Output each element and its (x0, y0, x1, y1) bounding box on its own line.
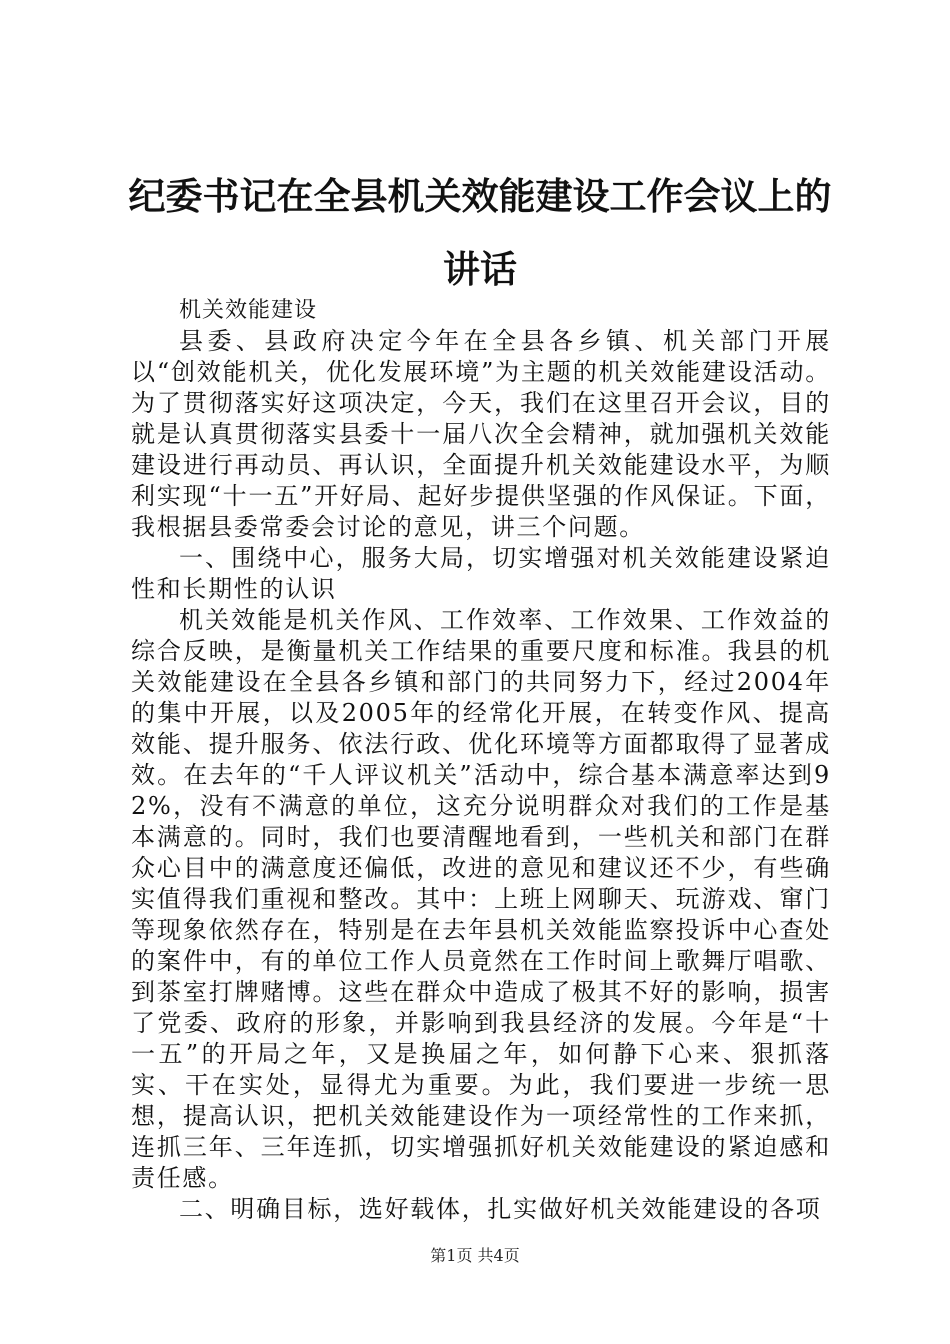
paragraph-section-one: 机关效能是机关作风、工作效率、工作效果、工作效益的综合反映，是衡量机关工作结果的重要尺度和标准。我县的机关效能建设在全县各乡镇和部门的共同努力下，经过2004年的集中开展，以及2005年的经常化开展，在转变作风、提高效能、提升服务、依法行政、优化环境等方面都取得了显著成效。在去年的“千人评议机关”活动中，综合基本满意率达到92%，没有不满意的单位，这充分说明群众对我们的工作是基本满意的。同时，我们也要清醒地看到，一些机关和部门在群众心目中的满意度还偏低，改进的意见和建议还不少，有些确实值得我们重视和整改。其中：上班上网聊天、玩游戏、窜门等现象依然存在，特别是在去年县机关效能监察投诉中心查处的案件中，有的单位工作人员竟然在工作时间上歌舞厅唱歌、到茶室打牌赌博。这些在群众中造成了极其不好的影响，损害了党委、政府的形象，并影响到我县经济的发展。今年是“十一五”的开局之年，又是换届之年，如何静下心来、狠抓落实、干在实处，显得尤为重要。为此，我们要进一步统一思想，提高认识，把机关效能建设作为一项经常性的工作来抓，连抓三年、三年连抓，切实增强抓好机关效能建设的紧迫感和责任感。 (131, 606, 831, 1192)
section-heading-one: 一、围绕中心，服务大局，切实增强对机关效能建设紧迫性和长期性的认识 (131, 544, 831, 603)
page-number-footer: 第1页 共4页 (430, 1246, 520, 1265)
keyword-line: 机关效能建设 (179, 298, 318, 323)
section-heading-two: 二、明确目标，选好载体，扎实做好机关效能建设的各项 (179, 1195, 822, 1223)
document-body (131, 295, 831, 1225)
document-title: 纪委书记在全县机关效能建设工作会议上的讲话 (128, 174, 832, 291)
paragraph-intro: 县委、县政府决定今年在全县各乡镇、机关部门开展以“创效能机关，优化发展环境”为主题的机关效能建设活动。为了贯彻落实好这项决定，今天，我们在这里召开会议，目的就是认真贯彻落实县委十一届八次全会精神，就加强机关效能建设进行再动员、再认识，全面提升机关效能建设水平，为顺利实现“十一五”开好局、起好步提供坚强的作风保证。下面，我根据县委常委会讨论的意见，讲三个问题。 (131, 327, 831, 541)
